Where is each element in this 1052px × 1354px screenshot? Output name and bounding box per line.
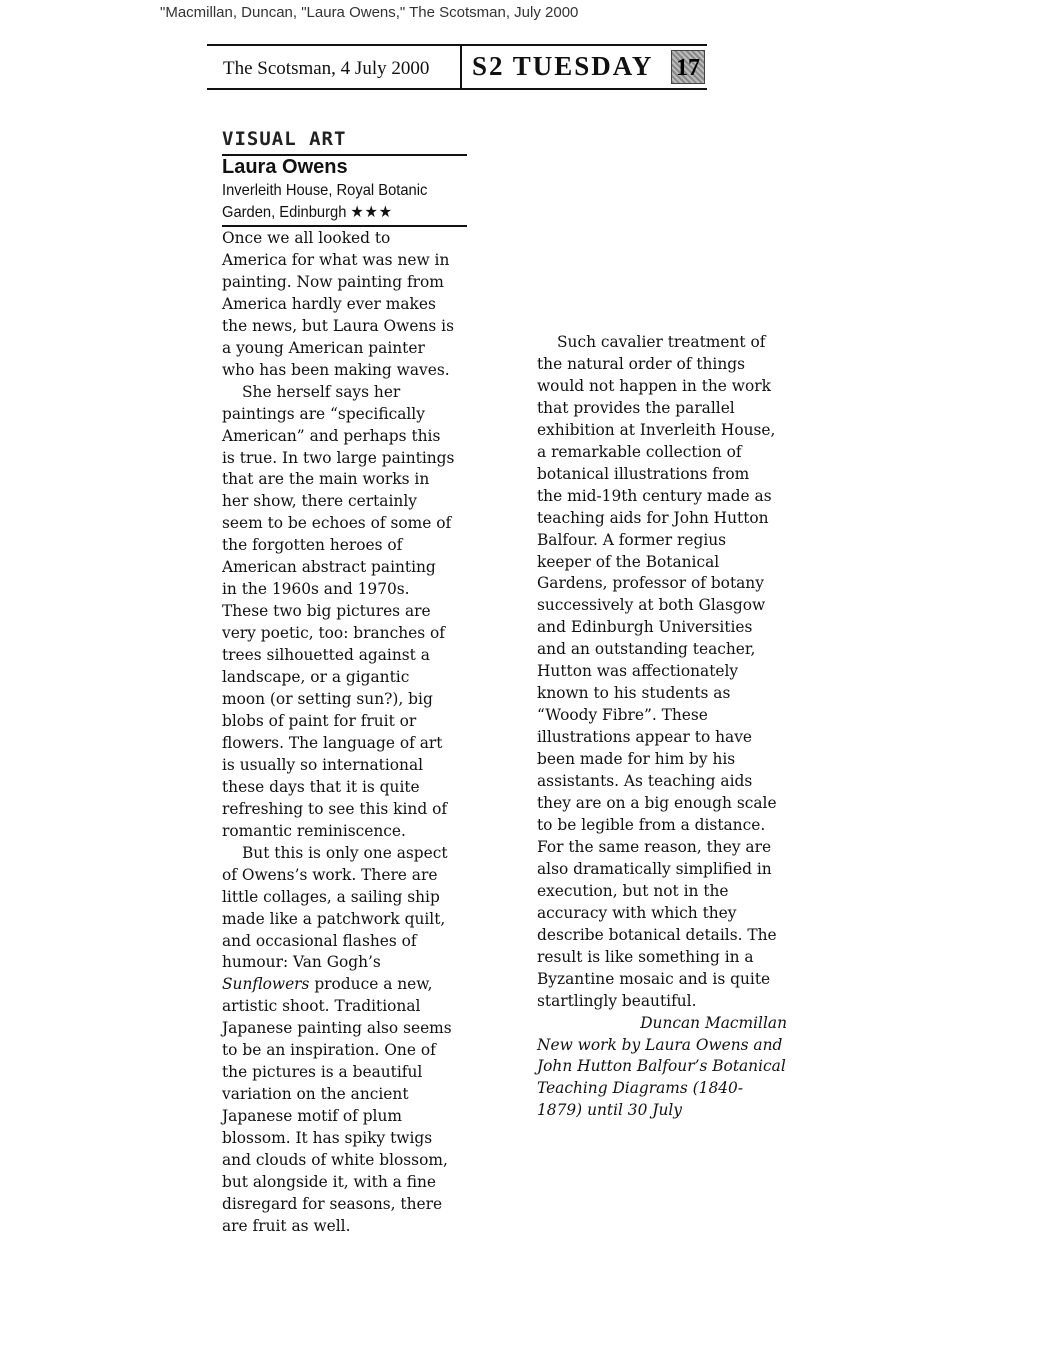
text-line: seem to be echoes of some of [222, 514, 452, 533]
text-line: disregard for seasons, there [222, 1194, 443, 1213]
text-line: her show, there certainly [222, 492, 417, 511]
masthead-divider [460, 46, 462, 88]
text-line: Gardens, professor of botany [537, 574, 764, 593]
text-line: the news, but Laura Owens is [222, 316, 454, 335]
text-line: are fruit as well. [222, 1216, 351, 1235]
text-line: assistants. As teaching aids [537, 772, 753, 791]
masthead [207, 44, 707, 90]
text-line: Such cavalier treatment of [557, 333, 766, 351]
text-line: illustrations appear to have [537, 728, 753, 747]
text-line: is usually so international [222, 755, 424, 774]
text-line: artistic shoot. Traditional [222, 997, 421, 1016]
masthead-date: The Scotsman, 4 July 2000 [223, 58, 430, 79]
text-line: She herself says her [242, 382, 401, 401]
text-line: “Woody Fibre”. These [537, 706, 708, 725]
text-line: a remarkable collection of [537, 442, 742, 461]
citation-header: "Macmillan, Duncan, "Laura Owens," The Scotsman, July 2000 [160, 4, 579, 21]
text-line: botanical illustrations from [537, 464, 750, 483]
text-line: But this is only one aspect [242, 843, 448, 862]
text-line: that are the main works in [222, 470, 430, 489]
venue-line-1: Inverleith House, Royal Botanic [222, 182, 428, 199]
text-line: variation on the ancient [222, 1085, 409, 1104]
text-line: is true. In two large paintings [222, 448, 455, 467]
text-line: blobs of paint for fruit or [222, 711, 417, 730]
venue-info [222, 180, 452, 224]
text-line: exhibition at Inverleith House, [537, 420, 776, 439]
text-line: Japanese painting also seems [222, 1019, 452, 1038]
exhibition-info-line: New work by Laura Owens and [537, 1035, 783, 1054]
text-line: made like a patchwork quilt, [222, 909, 446, 928]
page-number-badge: 17 [671, 50, 705, 84]
text-line: keeper of the Botanical [537, 552, 720, 571]
text-line: blossom. It has spiky twigs [222, 1129, 433, 1148]
text-line: and occasional flashes of [222, 931, 417, 950]
text-line: humour: Van Gogh’s [222, 953, 381, 972]
italic-title: Sunflowers [222, 975, 310, 994]
text-line: known to his students as [537, 684, 731, 703]
text-line: America hardly ever makes [222, 294, 436, 313]
text-line: Japanese motif of plum [222, 1107, 402, 1126]
text-line: American abstract painting [222, 558, 436, 577]
text-line: the forgotten heroes of [222, 536, 403, 555]
text-line: execution, but not in the [537, 881, 729, 900]
text-line: Byzantine mosaic and is quite [537, 969, 771, 988]
exhibition-info-line: John Hutton Balfour’s Botanical [537, 1057, 786, 1076]
text-line: the mid-19th century made as [537, 486, 772, 505]
text-line: the pictures is a beautiful [222, 1063, 423, 1082]
text-line: that provides the parallel [537, 398, 735, 417]
text-line: they are on a big enough scale [537, 794, 777, 813]
section-kicker: VISUAL ART [222, 128, 347, 150]
text-line: painting. Now painting from [222, 272, 444, 291]
text-line: moon (or setting sun?), big [222, 690, 433, 709]
text-line: would not happen in the work [537, 376, 771, 395]
byline: Duncan Macmillan [640, 1013, 787, 1032]
text-line: romantic reminiscence. [222, 821, 406, 840]
text-line: teaching aids for John Hutton [537, 508, 769, 527]
text-line: For the same reason, they are [537, 837, 772, 856]
exhibition-info [537, 1035, 787, 1123]
column-2-body [537, 332, 787, 1013]
text-line: accuracy with which they [537, 903, 737, 922]
article-column-2 [537, 332, 787, 1122]
text-line: Sunflowers produce a new, [222, 975, 433, 994]
text-line: very poetic, too: branches of [222, 624, 445, 643]
text-line: Once we all looked to [222, 229, 391, 247]
venue-line-2-text: Garden, Edinburgh [222, 204, 347, 221]
text-line: and an outstanding teacher, [537, 640, 756, 659]
text-line: describe botanical details. The [537, 925, 777, 944]
text-line: in the 1960s and 1970s. [222, 580, 410, 599]
text-line: startlingly beautiful. [537, 991, 697, 1010]
text-line: a young American painter [222, 338, 425, 357]
text-line: trees silhouetted against a [222, 646, 430, 665]
text-line: These two big pictures are [222, 602, 431, 621]
exhibition-info-line: Teaching Diagrams (1840- [537, 1079, 744, 1098]
text-line: the natural order of things [537, 354, 745, 373]
text-line: American” and perhaps this [222, 426, 441, 445]
text-line: successively at both Glasgow [537, 596, 766, 615]
venue-rule [222, 225, 467, 227]
text-line: and Edinburgh Universities [537, 618, 753, 637]
text-line: result is like something in a [537, 947, 754, 966]
text-line: also dramatically simplified in [537, 859, 772, 878]
text-line: who has been making waves. [222, 360, 450, 379]
exhibition-info-line: 1879) until 30 July [537, 1101, 682, 1120]
text-line: but alongside it, with a fine [222, 1172, 436, 1191]
text-line: little collages, a sailing ship [222, 887, 440, 906]
text-line: to be legible from a distance. [537, 815, 766, 834]
article-headline: Laura Owens [222, 156, 348, 178]
text-line: been made for him by his [537, 750, 736, 769]
star-rating: ★★★ [350, 204, 393, 221]
text-line: flowers. The language of art [222, 733, 443, 752]
text-line: these days that it is quite [222, 777, 420, 796]
text-line: Hutton was affectionately [537, 662, 739, 681]
venue-line-2 [222, 202, 452, 224]
text-line: America for what was new in [222, 250, 450, 269]
masthead-section: S2 TUESDAY [472, 51, 654, 81]
text-line: Balfour. A former regius [537, 530, 727, 549]
text-line: to be an inspiration. One of [222, 1041, 436, 1060]
text-line: refreshing to see this kind of [222, 799, 448, 818]
text-line: paintings are “specifically [222, 404, 425, 423]
text-line: landscape, or a gigantic [222, 668, 410, 687]
text-line: and clouds of white blossom, [222, 1151, 448, 1170]
text-line: of Owens’s work. There are [222, 865, 438, 884]
article-column-1 [222, 228, 472, 1238]
